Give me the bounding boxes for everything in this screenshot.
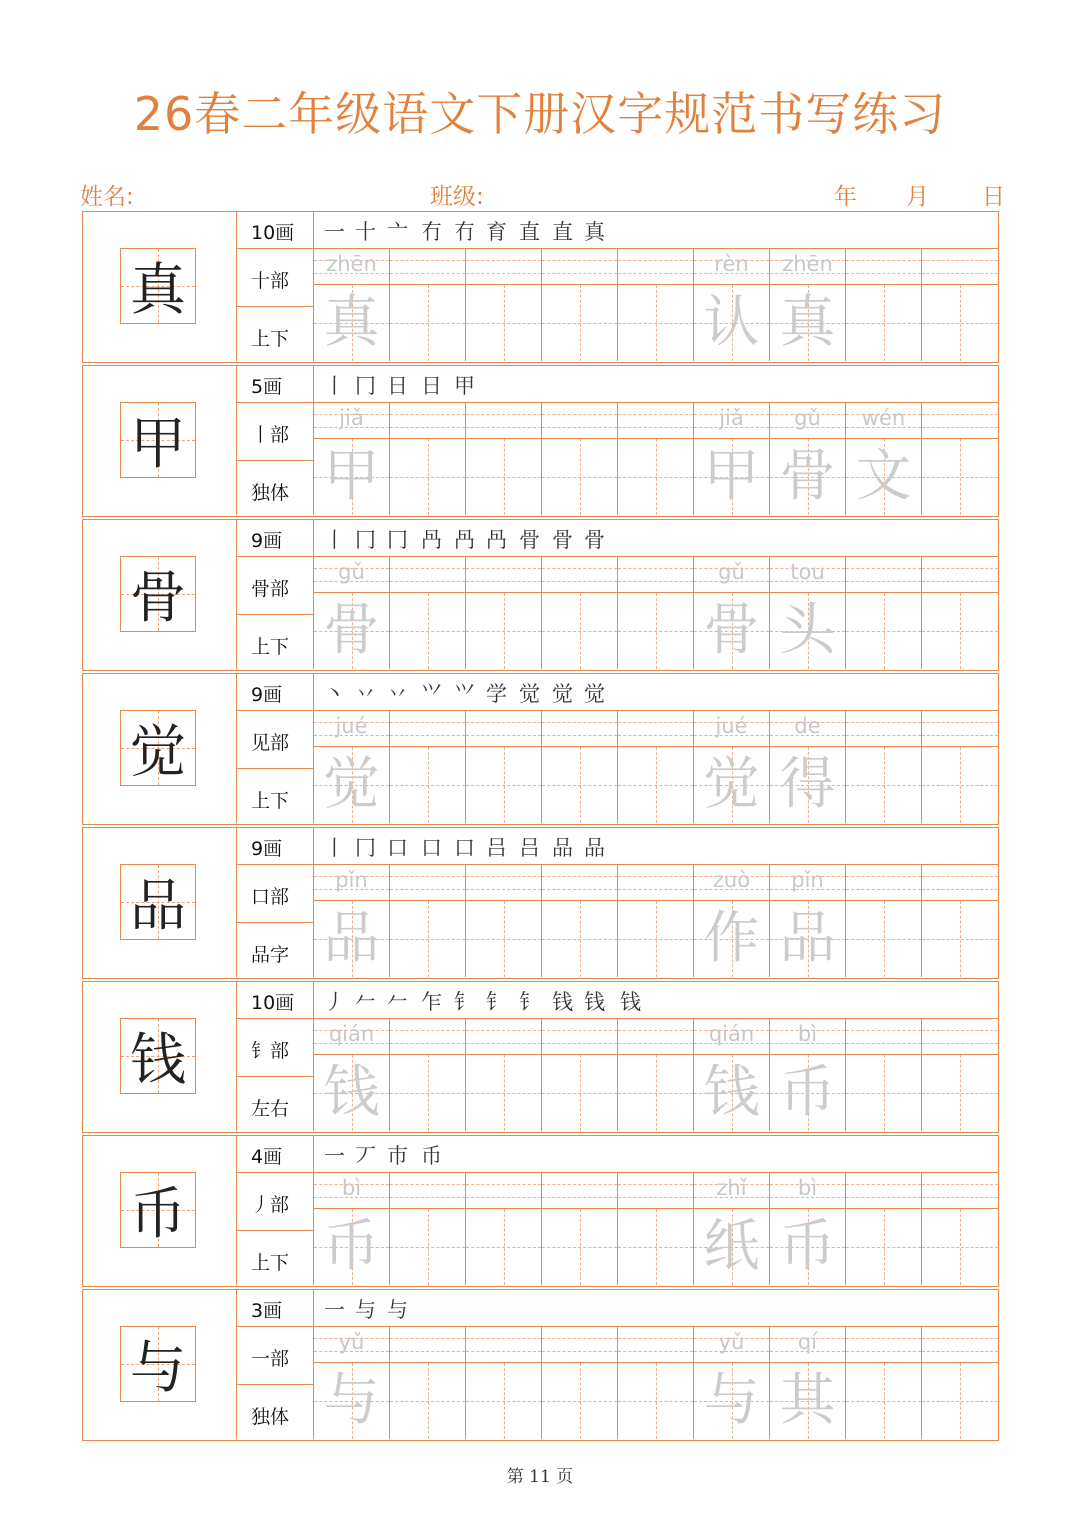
stroke-step: 钅 — [519, 990, 540, 1014]
tianzi-cell[interactable] — [542, 556, 618, 669]
pinyin-trace: gǔ — [718, 560, 745, 584]
character-block — [82, 519, 999, 671]
tianzi-cell[interactable] — [314, 1326, 390, 1439]
tianzi-cell[interactable] — [542, 1018, 618, 1131]
tianzi-cell[interactable] — [618, 1326, 694, 1439]
stroke-step: 冂 — [355, 836, 376, 860]
stroke-count: 4画 — [251, 1146, 283, 1168]
practice-sheet — [82, 211, 999, 1443]
character-trace: 其 — [779, 1368, 836, 1433]
pinyin-trace: bì — [797, 1176, 818, 1200]
character-trace: 甲 — [703, 444, 760, 509]
stroke-step: 币 — [421, 1144, 442, 1168]
character-trace: 币 — [323, 1214, 380, 1279]
pinyin-trace: gǔ — [794, 406, 821, 430]
model-character: 甲 — [130, 412, 186, 477]
stroke-order-bar — [314, 982, 998, 1019]
pinyin-trace: zhēn — [326, 252, 377, 276]
tianzi-cell[interactable] — [618, 248, 694, 361]
stroke-step: 觉 — [584, 682, 605, 706]
tianzi-cell[interactable] — [618, 864, 694, 977]
model-character: 骨 — [130, 566, 186, 631]
practice-grid — [314, 248, 998, 361]
model-character-cell — [83, 366, 237, 515]
character-block — [82, 211, 999, 363]
tianzi-cell[interactable] — [770, 864, 846, 977]
character-info — [237, 1290, 314, 1439]
radical: 十部 — [251, 270, 290, 292]
model-character-box — [120, 556, 196, 632]
model-character-box — [120, 1172, 196, 1248]
radical: 见部 — [251, 732, 290, 754]
character-block — [82, 827, 999, 979]
stroke-step: 口 — [387, 836, 408, 860]
tianzi-cell[interactable] — [314, 710, 390, 823]
pinyin-trace: zhǐ — [716, 1176, 747, 1200]
pinyin-trace: jué — [335, 714, 368, 738]
page-number: 第 11 页 — [506, 1467, 574, 1487]
character-info — [237, 674, 314, 823]
tianzi-cell[interactable] — [770, 248, 846, 361]
tianzi-cell[interactable] — [922, 402, 998, 515]
stroke-step: 丆 — [355, 1144, 376, 1168]
stroke-step: 一 — [324, 1298, 345, 1322]
stroke-step: 冎 — [486, 528, 507, 552]
character-trace: 得 — [779, 752, 836, 817]
stroke-step: 钱 — [620, 990, 641, 1014]
character-info — [237, 212, 314, 361]
character-block — [82, 981, 999, 1133]
tianzi-cell[interactable] — [922, 1172, 998, 1285]
stroke-step: 丶 — [324, 682, 345, 706]
stroke-step: 乍 — [421, 990, 442, 1014]
tianzi-cell[interactable] — [618, 556, 694, 669]
model-character: 品 — [130, 874, 186, 939]
tianzi-cell[interactable] — [846, 556, 922, 669]
character-trace: 文 — [855, 444, 912, 509]
stroke-step: 吕 — [486, 836, 507, 860]
radical: 口部 — [251, 886, 290, 908]
pinyin-trace: pǐn — [791, 868, 824, 892]
stroke-order-bar — [314, 366, 998, 403]
model-character-cell — [83, 1136, 237, 1285]
tianzi-cell[interactable] — [466, 1326, 542, 1439]
stroke-step: 与 — [355, 1298, 376, 1322]
stroke-step: 丷 — [387, 682, 408, 706]
tianzi-cell[interactable] — [542, 710, 618, 823]
pinyin-trace: jiǎ — [719, 406, 744, 430]
tianzi-cell[interactable] — [694, 248, 770, 361]
tianzi-cell[interactable] — [390, 1326, 466, 1439]
pinyin-trace: tou — [790, 560, 825, 584]
stroke-step: 与 — [387, 1298, 408, 1322]
tianzi-cell[interactable] — [314, 556, 390, 669]
model-character-cell — [83, 674, 237, 823]
tianzi-cell[interactable] — [542, 1326, 618, 1439]
tianzi-cell[interactable] — [542, 1172, 618, 1285]
character-block — [82, 365, 999, 517]
character-trace: 骨 — [779, 444, 836, 509]
name-label: 姓名: — [80, 184, 134, 210]
practice-grid — [314, 864, 998, 977]
model-character-box — [120, 1018, 196, 1094]
stroke-count: 9画 — [251, 684, 283, 706]
tianzi-cell[interactable] — [390, 556, 466, 669]
pinyin-trace: qián — [328, 1022, 375, 1046]
tianzi-cell[interactable] — [466, 402, 542, 515]
stroke-step: 品 — [584, 836, 605, 860]
stroke-step: 吕 — [519, 836, 540, 860]
stroke-step: 丨 — [324, 374, 345, 398]
model-character: 与 — [130, 1336, 186, 1401]
month-label: 月 — [906, 184, 929, 210]
stroke-count: 3画 — [251, 1300, 283, 1322]
model-character-cell — [83, 520, 237, 669]
tianzi-cell[interactable] — [922, 556, 998, 669]
practice-grid — [314, 556, 998, 669]
practice-grid — [314, 402, 998, 515]
practice-grid — [314, 1018, 998, 1131]
character-info — [237, 828, 314, 977]
tianzi-cell[interactable] — [390, 1172, 466, 1285]
pinyin-trace: qí — [797, 1330, 818, 1354]
tianzi-cell[interactable] — [922, 248, 998, 361]
character-trace: 钱 — [703, 1060, 760, 1125]
stroke-step: 品 — [552, 836, 573, 860]
model-character-box — [120, 710, 196, 786]
stroke-step: 钅 — [454, 990, 475, 1014]
character-trace: 甲 — [323, 444, 380, 509]
tianzi-cell[interactable] — [466, 864, 542, 977]
stroke-step: 日 — [421, 374, 442, 398]
stroke-step: 𠂉 — [355, 990, 376, 1014]
model-character-box — [120, 402, 196, 478]
stroke-step: 日 — [387, 374, 408, 398]
character-trace: 认 — [703, 290, 760, 355]
tianzi-cell[interactable] — [922, 710, 998, 823]
tianzi-cell[interactable] — [694, 1018, 770, 1131]
tianzi-cell[interactable] — [618, 710, 694, 823]
stroke-step: 丨 — [324, 836, 345, 860]
tianzi-cell[interactable] — [542, 402, 618, 515]
structure: 上下 — [251, 1252, 290, 1274]
stroke-count: 9画 — [251, 838, 283, 860]
tianzi-cell[interactable] — [542, 864, 618, 977]
tianzi-cell[interactable] — [390, 864, 466, 977]
stroke-step: 真 — [584, 220, 605, 244]
day-label: 日 — [982, 184, 1005, 210]
model-character-box — [120, 864, 196, 940]
tianzi-cell[interactable] — [466, 248, 542, 361]
tianzi-cell[interactable] — [922, 1326, 998, 1439]
stroke-step: 钅 — [486, 990, 507, 1014]
character-info — [237, 520, 314, 669]
character-block — [82, 1135, 999, 1287]
model-character-box — [120, 248, 196, 324]
structure: 品字 — [251, 944, 290, 966]
character-trace: 觉 — [323, 752, 380, 817]
tianzi-cell[interactable] — [846, 1326, 922, 1439]
stroke-step: 丨 — [324, 528, 345, 552]
practice-grid — [314, 710, 998, 823]
character-trace: 纸 — [703, 1214, 760, 1279]
pinyin-trace: pǐn — [335, 868, 368, 892]
stroke-step: 骨 — [552, 528, 573, 552]
tianzi-cell[interactable] — [770, 1172, 846, 1285]
tianzi-cell[interactable] — [846, 1172, 922, 1285]
stroke-count: 10画 — [251, 222, 295, 244]
tianzi-cell[interactable] — [694, 1326, 770, 1439]
tianzi-cell[interactable] — [770, 556, 846, 669]
structure: 上下 — [251, 328, 290, 350]
stroke-order-bar — [314, 1136, 998, 1173]
tianzi-cell[interactable] — [314, 1018, 390, 1131]
stroke-step: 冎 — [421, 528, 442, 552]
tianzi-cell[interactable] — [466, 710, 542, 823]
character-trace: 与 — [703, 1368, 760, 1433]
stroke-step: 钱 — [552, 990, 573, 1014]
stroke-order-bar — [314, 674, 998, 711]
character-info — [237, 366, 314, 515]
tianzi-cell[interactable] — [314, 402, 390, 515]
radical: 骨部 — [251, 578, 290, 600]
model-character-cell — [83, 212, 237, 361]
character-trace: 真 — [323, 290, 380, 355]
tianzi-cell[interactable] — [390, 402, 466, 515]
stroke-count: 9画 — [251, 530, 283, 552]
tianzi-cell[interactable] — [694, 710, 770, 823]
stroke-step: 亠 — [387, 220, 408, 244]
character-info — [237, 1136, 314, 1285]
radical: 丨部 — [251, 424, 290, 446]
tianzi-cell[interactable] — [694, 864, 770, 977]
character-trace: 币 — [779, 1214, 836, 1279]
stroke-step: 冂 — [355, 528, 376, 552]
tianzi-cell[interactable] — [618, 402, 694, 515]
stroke-step: 直 — [519, 220, 540, 244]
stroke-step: 骨 — [519, 528, 540, 552]
pinyin-trace: de — [794, 714, 821, 738]
stroke-step: 丿 — [324, 990, 345, 1014]
structure: 左右 — [251, 1098, 290, 1120]
tianzi-cell[interactable] — [922, 864, 998, 977]
tianzi-cell[interactable] — [390, 1018, 466, 1131]
tianzi-cell[interactable] — [846, 402, 922, 515]
model-character: 币 — [130, 1182, 186, 1247]
tianzi-cell[interactable] — [846, 710, 922, 823]
stroke-count: 10画 — [251, 992, 295, 1014]
stroke-step: 学 — [486, 682, 507, 706]
stroke-step: 一 — [324, 220, 345, 244]
structure: 上下 — [251, 790, 290, 812]
practice-grid — [314, 1326, 998, 1439]
character-trace: 骨 — [703, 598, 760, 663]
character-trace: 骨 — [323, 598, 380, 663]
character-block — [82, 1289, 999, 1441]
model-character-cell — [83, 982, 237, 1131]
pinyin-trace: jué — [715, 714, 748, 738]
tianzi-cell[interactable] — [922, 1018, 998, 1131]
tianzi-cell[interactable] — [846, 864, 922, 977]
pinyin-trace: gǔ — [338, 560, 365, 584]
pinyin-trace: bì — [341, 1176, 362, 1200]
practice-grid — [314, 1172, 998, 1285]
tianzi-cell[interactable] — [314, 864, 390, 977]
tianzi-cell[interactable] — [390, 248, 466, 361]
stroke-step: 丷 — [355, 682, 376, 706]
character-trace: 与 — [323, 1368, 380, 1433]
character-trace: 觉 — [703, 752, 760, 817]
tianzi-cell[interactable] — [390, 710, 466, 823]
tianzi-cell[interactable] — [314, 248, 390, 361]
class-label: 班级: — [430, 184, 484, 210]
stroke-step: 育 — [486, 220, 507, 244]
model-character: 觉 — [130, 720, 186, 785]
radical: 钅部 — [251, 1040, 290, 1062]
page-title: 26春二年级语文下册汉字规范书写练习 — [133, 87, 947, 141]
pinyin-trace: zhēn — [782, 252, 833, 276]
stroke-step: 冎 — [454, 528, 475, 552]
model-character: 真 — [130, 258, 186, 323]
stroke-step: 冇 — [421, 220, 442, 244]
stroke-step: ⺍ — [421, 682, 442, 706]
tianzi-cell[interactable] — [694, 402, 770, 515]
stroke-step: 钱 — [584, 990, 605, 1014]
structure: 上下 — [251, 636, 290, 658]
pinyin-trace: yǔ — [718, 1330, 745, 1354]
stroke-step: 十 — [355, 220, 376, 244]
stroke-step: 一 — [324, 1144, 345, 1168]
character-trace: 币 — [779, 1060, 836, 1125]
structure: 独体 — [251, 1406, 290, 1428]
stroke-step: 骨 — [584, 528, 605, 552]
tianzi-cell[interactable] — [770, 402, 846, 515]
tianzi-cell[interactable] — [846, 1018, 922, 1131]
stroke-order-bar — [314, 212, 998, 249]
tianzi-cell[interactable] — [770, 710, 846, 823]
pinyin-trace: rèn — [714, 252, 749, 276]
stroke-step: 冇 — [454, 220, 475, 244]
stroke-step: 冂 — [355, 374, 376, 398]
character-trace: 真 — [779, 290, 836, 355]
stroke-step: 口 — [421, 836, 442, 860]
stroke-order-bar — [314, 828, 998, 865]
tianzi-cell[interactable] — [618, 1018, 694, 1131]
tianzi-cell[interactable] — [314, 1172, 390, 1285]
stroke-step: 巿 — [387, 1144, 408, 1168]
character-block — [82, 673, 999, 825]
stroke-step: 甲 — [454, 374, 475, 398]
stroke-step: ⺍ — [454, 682, 475, 706]
character-trace: 品 — [323, 906, 380, 971]
character-info — [237, 982, 314, 1131]
pinyin-trace: jiǎ — [339, 406, 364, 430]
pinyin-trace: yǔ — [338, 1330, 365, 1354]
character-trace: 品 — [779, 906, 836, 971]
pinyin-trace: bì — [797, 1022, 818, 1046]
tianzi-cell[interactable] — [694, 1172, 770, 1285]
stroke-step: 觉 — [552, 682, 573, 706]
stroke-step: 𠂉 — [387, 990, 408, 1014]
tianzi-cell[interactable] — [694, 556, 770, 669]
character-trace: 钱 — [323, 1060, 380, 1125]
year-label: 年 — [834, 184, 857, 210]
stroke-step: 觉 — [519, 682, 540, 706]
character-trace: 作 — [703, 906, 760, 971]
stroke-order-bar — [314, 520, 998, 557]
tianzi-cell[interactable] — [466, 556, 542, 669]
model-character-cell — [83, 1290, 237, 1439]
pinyin-trace: wén — [861, 406, 906, 430]
model-character-cell — [83, 828, 237, 977]
structure: 独体 — [251, 482, 290, 504]
tianzi-cell[interactable] — [846, 248, 922, 361]
stroke-step: 冂 — [387, 528, 408, 552]
radical: 丿部 — [251, 1194, 290, 1216]
tianzi-cell[interactable] — [542, 248, 618, 361]
character-trace: 头 — [779, 598, 836, 663]
stroke-step: 直 — [552, 220, 573, 244]
stroke-count: 5画 — [251, 376, 283, 398]
stroke-step: 口 — [454, 836, 475, 860]
radical: 一部 — [251, 1348, 290, 1370]
tianzi-cell[interactable] — [466, 1172, 542, 1285]
tianzi-cell[interactable] — [618, 1172, 694, 1285]
model-character-box — [120, 1326, 196, 1402]
pinyin-trace: zuò — [712, 868, 751, 892]
pinyin-trace: qián — [708, 1022, 755, 1046]
tianzi-cell[interactable] — [770, 1018, 846, 1131]
stroke-order-bar — [314, 1290, 998, 1327]
tianzi-cell[interactable] — [466, 1018, 542, 1131]
tianzi-cell[interactable] — [770, 1326, 846, 1439]
model-character: 钱 — [130, 1028, 186, 1093]
